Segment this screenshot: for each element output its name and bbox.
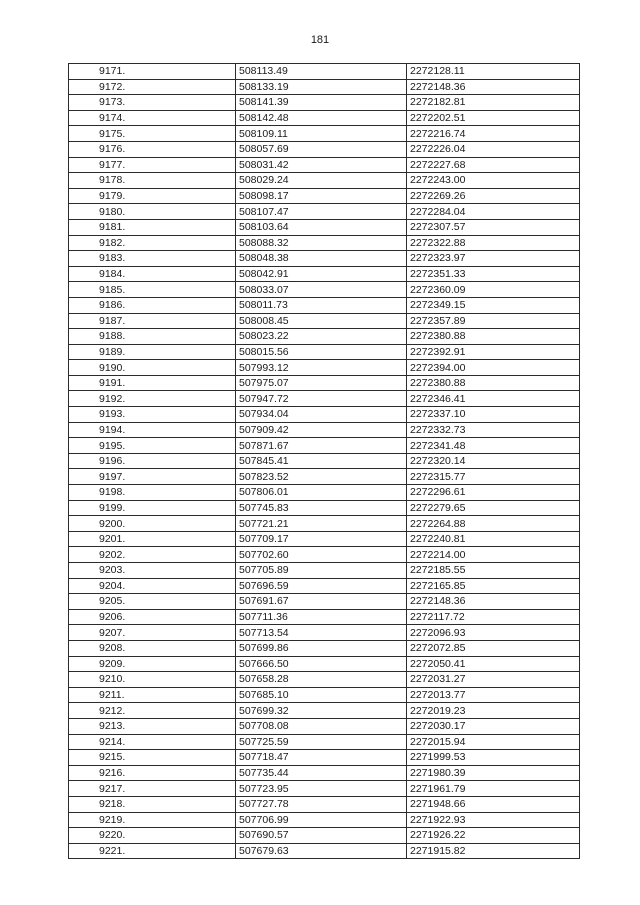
x-coordinate-cell: 507708.08 (236, 718, 407, 734)
x-coordinate-cell: 507690.57 (236, 828, 407, 844)
x-coordinate-cell: 507947.72 (236, 391, 407, 407)
point-number-cell: 9214. (69, 734, 236, 750)
y-coordinate-cell: 2272227.68 (407, 157, 580, 173)
table-row (69, 157, 580, 173)
point-number-cell: 9171. (69, 64, 236, 80)
table-row (69, 828, 580, 844)
y-coordinate-cell: 2272269.26 (407, 188, 580, 204)
table-row (69, 235, 580, 251)
y-coordinate-cell: 2272394.00 (407, 360, 580, 376)
point-number-cell: 9177. (69, 157, 236, 173)
y-coordinate-cell: 2272015.94 (407, 734, 580, 750)
y-coordinate-cell: 2272050.41 (407, 656, 580, 672)
y-coordinate-cell: 2272096.93 (407, 625, 580, 641)
table-row (69, 438, 580, 454)
table-row (69, 547, 580, 563)
table-row (69, 781, 580, 797)
x-coordinate-cell: 507909.42 (236, 422, 407, 438)
y-coordinate-cell: 2271948.66 (407, 796, 580, 812)
table-row (69, 672, 580, 688)
x-coordinate-cell: 507685.10 (236, 687, 407, 703)
y-coordinate-cell: 2271915.82 (407, 843, 580, 859)
x-coordinate-cell: 508142.48 (236, 110, 407, 126)
y-coordinate-cell: 2272031.27 (407, 672, 580, 688)
y-coordinate-cell: 2272165.85 (407, 578, 580, 594)
y-coordinate-cell: 2272337.10 (407, 407, 580, 423)
table-row (69, 531, 580, 547)
point-number-cell: 9175. (69, 126, 236, 142)
x-coordinate-cell: 508042.91 (236, 266, 407, 282)
x-coordinate-cell: 507975.07 (236, 375, 407, 391)
table-row (69, 64, 580, 80)
x-coordinate-cell: 507721.21 (236, 516, 407, 532)
y-coordinate-cell: 2272117.72 (407, 609, 580, 625)
table-row (69, 422, 580, 438)
y-coordinate-cell: 2272214.00 (407, 547, 580, 563)
x-coordinate-cell: 507718.47 (236, 750, 407, 766)
point-number-cell: 9176. (69, 141, 236, 157)
table-row (69, 360, 580, 376)
y-coordinate-cell: 2272380.88 (407, 375, 580, 391)
x-coordinate-cell: 508088.32 (236, 235, 407, 251)
y-coordinate-cell: 2272360.09 (407, 282, 580, 298)
y-coordinate-cell: 2272148.36 (407, 79, 580, 95)
point-number-cell: 9199. (69, 500, 236, 516)
x-coordinate-cell: 507679.63 (236, 843, 407, 859)
table-row (69, 282, 580, 298)
table-row (69, 765, 580, 781)
point-number-cell: 9212. (69, 703, 236, 719)
point-number-cell: 9182. (69, 235, 236, 251)
table-row (69, 578, 580, 594)
table-row (69, 266, 580, 282)
point-number-cell: 9186. (69, 297, 236, 313)
y-coordinate-cell: 2272322.88 (407, 235, 580, 251)
y-coordinate-cell: 2272284.04 (407, 204, 580, 220)
x-coordinate-cell: 508011.73 (236, 297, 407, 313)
point-number-cell: 9215. (69, 750, 236, 766)
y-coordinate-cell: 2272030.17 (407, 718, 580, 734)
point-number-cell: 9211. (69, 687, 236, 703)
point-number-cell: 9219. (69, 812, 236, 828)
point-number-cell: 9172. (69, 79, 236, 95)
x-coordinate-cell: 507727.78 (236, 796, 407, 812)
y-coordinate-cell: 2272380.88 (407, 329, 580, 345)
point-number-cell: 9203. (69, 563, 236, 579)
y-coordinate-cell: 2272013.77 (407, 687, 580, 703)
y-coordinate-cell: 2272226.04 (407, 141, 580, 157)
point-number-cell: 9191. (69, 375, 236, 391)
point-number-cell: 9183. (69, 251, 236, 267)
x-coordinate-cell: 507696.59 (236, 578, 407, 594)
y-coordinate-cell: 2272264.88 (407, 516, 580, 532)
y-coordinate-cell: 2271999.53 (407, 750, 580, 766)
x-coordinate-cell: 507871.67 (236, 438, 407, 454)
x-coordinate-cell: 507745.83 (236, 500, 407, 516)
y-coordinate-cell: 2272392.91 (407, 344, 580, 360)
point-number-cell: 9210. (69, 672, 236, 688)
table-row (69, 344, 580, 360)
point-number-cell: 9207. (69, 625, 236, 641)
x-coordinate-cell: 508133.19 (236, 79, 407, 95)
y-coordinate-cell: 2272346.41 (407, 391, 580, 407)
table-row (69, 594, 580, 610)
x-coordinate-cell: 507725.59 (236, 734, 407, 750)
point-number-cell: 9206. (69, 609, 236, 625)
table-row (69, 687, 580, 703)
table-row (69, 796, 580, 812)
table-row (69, 609, 580, 625)
table-row (69, 110, 580, 126)
x-coordinate-cell: 507705.89 (236, 563, 407, 579)
x-coordinate-cell: 507806.01 (236, 485, 407, 501)
table-row (69, 812, 580, 828)
x-coordinate-cell: 507723.95 (236, 781, 407, 797)
y-coordinate-cell: 2272202.51 (407, 110, 580, 126)
table-row (69, 173, 580, 189)
coordinates-table-body (69, 64, 580, 859)
table-row (69, 750, 580, 766)
point-number-cell: 9200. (69, 516, 236, 532)
x-coordinate-cell: 508098.17 (236, 188, 407, 204)
point-number-cell: 9213. (69, 718, 236, 734)
table-row (69, 734, 580, 750)
y-coordinate-cell: 2272072.85 (407, 640, 580, 656)
table-row (69, 188, 580, 204)
y-coordinate-cell: 2272351.33 (407, 266, 580, 282)
x-coordinate-cell: 507709.17 (236, 531, 407, 547)
table-row (69, 79, 580, 95)
x-coordinate-cell: 508023.22 (236, 329, 407, 345)
table-row (69, 375, 580, 391)
y-coordinate-cell: 2272216.74 (407, 126, 580, 142)
y-coordinate-cell: 2272296.61 (407, 485, 580, 501)
y-coordinate-cell: 2272128.11 (407, 64, 580, 80)
x-coordinate-cell: 507845.41 (236, 453, 407, 469)
point-number-cell: 9209. (69, 656, 236, 672)
y-coordinate-cell: 2272019.23 (407, 703, 580, 719)
table-row (69, 640, 580, 656)
table-row (69, 407, 580, 423)
x-coordinate-cell: 507702.60 (236, 547, 407, 563)
x-coordinate-cell: 507934.04 (236, 407, 407, 423)
y-coordinate-cell: 2272332.73 (407, 422, 580, 438)
point-number-cell: 9174. (69, 110, 236, 126)
x-coordinate-cell: 507993.12 (236, 360, 407, 376)
point-number-cell: 9178. (69, 173, 236, 189)
x-coordinate-cell: 507711.36 (236, 609, 407, 625)
table-row (69, 485, 580, 501)
x-coordinate-cell: 508103.64 (236, 219, 407, 235)
x-coordinate-cell: 507713.54 (236, 625, 407, 641)
table-row (69, 141, 580, 157)
table-row (69, 843, 580, 859)
point-number-cell: 9220. (69, 828, 236, 844)
x-coordinate-cell: 508109.11 (236, 126, 407, 142)
point-number-cell: 9208. (69, 640, 236, 656)
page-number: 181 (310, 34, 330, 46)
table-row (69, 453, 580, 469)
table-row (69, 95, 580, 111)
table-row (69, 329, 580, 345)
x-coordinate-cell: 508141.39 (236, 95, 407, 111)
y-coordinate-cell: 2272341.48 (407, 438, 580, 454)
point-number-cell: 9216. (69, 765, 236, 781)
x-coordinate-cell: 508048.38 (236, 251, 407, 267)
point-number-cell: 9185. (69, 282, 236, 298)
y-coordinate-cell: 2272182.81 (407, 95, 580, 111)
table-row (69, 391, 580, 407)
point-number-cell: 9192. (69, 391, 236, 407)
table-row (69, 126, 580, 142)
y-coordinate-cell: 2271980.39 (407, 765, 580, 781)
x-coordinate-cell: 508033.07 (236, 282, 407, 298)
y-coordinate-cell: 2271922.93 (407, 812, 580, 828)
x-coordinate-cell: 507823.52 (236, 469, 407, 485)
x-coordinate-cell: 507666.50 (236, 656, 407, 672)
table-row (69, 297, 580, 313)
table-row (69, 718, 580, 734)
y-coordinate-cell: 2272240.81 (407, 531, 580, 547)
point-number-cell: 9195. (69, 438, 236, 454)
point-number-cell: 9198. (69, 485, 236, 501)
table-row (69, 703, 580, 719)
point-number-cell: 9221. (69, 843, 236, 859)
point-number-cell: 9201. (69, 531, 236, 547)
point-number-cell: 9196. (69, 453, 236, 469)
table-row (69, 625, 580, 641)
point-number-cell: 9184. (69, 266, 236, 282)
point-number-cell: 9197. (69, 469, 236, 485)
table-row (69, 500, 580, 516)
x-coordinate-cell: 508113.49 (236, 64, 407, 80)
y-coordinate-cell: 2272279.65 (407, 500, 580, 516)
x-coordinate-cell: 507699.86 (236, 640, 407, 656)
y-coordinate-cell: 2271926.22 (407, 828, 580, 844)
table-row (69, 313, 580, 329)
x-coordinate-cell: 507699.32 (236, 703, 407, 719)
y-coordinate-cell: 2272148.36 (407, 594, 580, 610)
x-coordinate-cell: 507658.28 (236, 672, 407, 688)
point-number-cell: 9179. (69, 188, 236, 204)
y-coordinate-cell: 2272243.00 (407, 173, 580, 189)
point-number-cell: 9181. (69, 219, 236, 235)
table-row (69, 204, 580, 220)
point-number-cell: 9189. (69, 344, 236, 360)
x-coordinate-cell: 507691.67 (236, 594, 407, 610)
point-number-cell: 9190. (69, 360, 236, 376)
x-coordinate-cell: 507706.99 (236, 812, 407, 828)
y-coordinate-cell: 2271961.79 (407, 781, 580, 797)
point-number-cell: 9202. (69, 547, 236, 563)
y-coordinate-cell: 2272307.57 (407, 219, 580, 235)
y-coordinate-cell: 2272320.14 (407, 453, 580, 469)
y-coordinate-cell: 2272315.77 (407, 469, 580, 485)
point-number-cell: 9173. (69, 95, 236, 111)
x-coordinate-cell: 508057.69 (236, 141, 407, 157)
point-number-cell: 9204. (69, 578, 236, 594)
point-number-cell: 9187. (69, 313, 236, 329)
table-row (69, 516, 580, 532)
point-number-cell: 9180. (69, 204, 236, 220)
x-coordinate-cell: 508029.24 (236, 173, 407, 189)
table-row (69, 563, 580, 579)
point-number-cell: 9193. (69, 407, 236, 423)
coordinates-table (68, 63, 580, 859)
table-row (69, 219, 580, 235)
y-coordinate-cell: 2272323.97 (407, 251, 580, 267)
point-number-cell: 9188. (69, 329, 236, 345)
table-row (69, 251, 580, 267)
table-row (69, 656, 580, 672)
x-coordinate-cell: 508031.42 (236, 157, 407, 173)
x-coordinate-cell: 507735.44 (236, 765, 407, 781)
y-coordinate-cell: 2272349.15 (407, 297, 580, 313)
table-row (69, 469, 580, 485)
x-coordinate-cell: 508008.45 (236, 313, 407, 329)
x-coordinate-cell: 508015.56 (236, 344, 407, 360)
y-coordinate-cell: 2272357.89 (407, 313, 580, 329)
point-number-cell: 9218. (69, 796, 236, 812)
x-coordinate-cell: 508107.47 (236, 204, 407, 220)
y-coordinate-cell: 2272185.55 (407, 563, 580, 579)
point-number-cell: 9194. (69, 422, 236, 438)
point-number-cell: 9205. (69, 594, 236, 610)
point-number-cell: 9217. (69, 781, 236, 797)
